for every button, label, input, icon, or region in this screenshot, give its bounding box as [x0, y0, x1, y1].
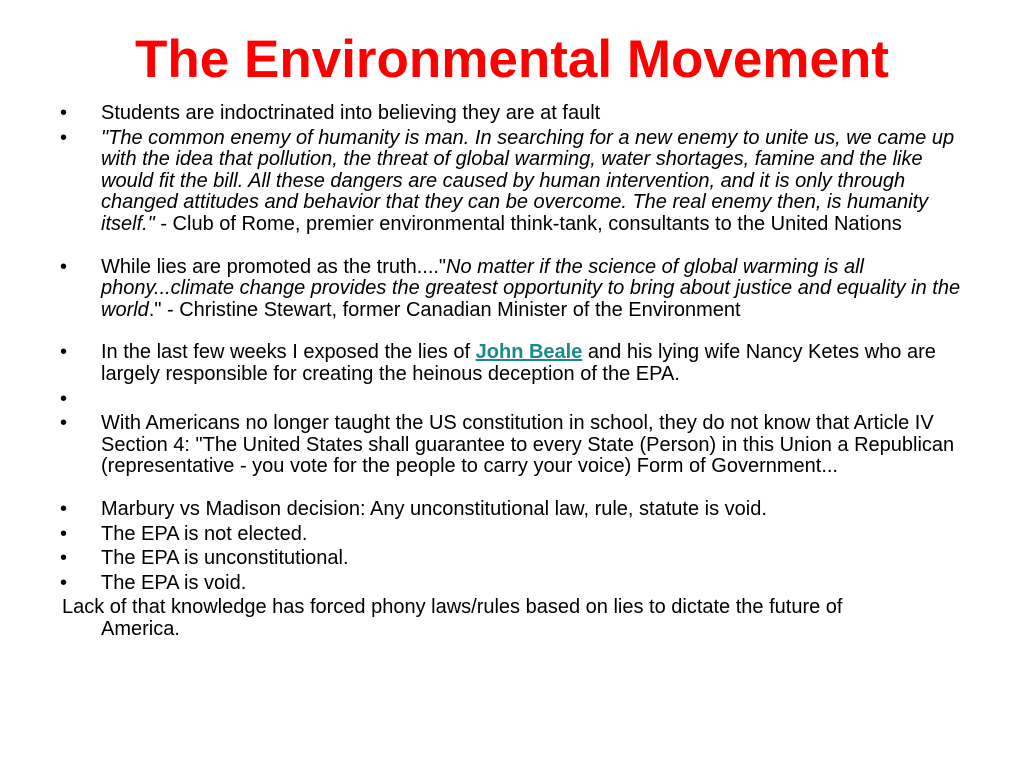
bullet-text: The EPA is unconstitutional.: [101, 547, 349, 570]
bullet-item-constitution: [0, 413, 1024, 478]
bullet-prefix: While lies are promoted as the truth....": [101, 255, 447, 278]
bullet-item-marbury: [0, 499, 1024, 521]
bullet-item-indoctrinated: [0, 103, 1024, 125]
bullet-quote: No matter if the science of global warming is all phony...climate change provides the greatest opportunity to bring about justice and equality in the world: [101, 255, 961, 321]
bullet-icon: •: [60, 547, 68, 570]
bullet-text: The EPA is void.: [101, 571, 247, 594]
bullet-icon: •: [60, 102, 68, 124]
john-beale-link[interactable]: John Beale: [475, 341, 583, 364]
bullet-icon: •: [60, 571, 68, 594]
bullet-attribution: ." - Christine Stewart, former Canadian Minister of the Environment: [148, 298, 741, 321]
bullet-item-club-of-rome: [0, 128, 1024, 236]
bullet-text: Students are indoctrinated into believing they are at fault: [101, 102, 601, 124]
bullet-prefix: In the last few weeks I exposed the lies of: [101, 341, 476, 364]
slide-title: The Environmental Movement: [135, 30, 889, 89]
bullet-icon: •: [60, 341, 68, 364]
bullet-icon: •: [60, 412, 68, 435]
slide-body: [0, 103, 1024, 640]
bullet-item-epa-unconstitutional: [0, 548, 1024, 570]
bullet-item-epa-not-elected: [0, 524, 1024, 546]
bullet-suffix: and his lying wife Nancy Ketes who are largely responsible for creating the heinous deception of the EPA.: [101, 341, 936, 385]
closing-line-1: Lack of that knowledge has forced phony laws/rules based on lies to dictate the future of: [62, 596, 843, 619]
bullet-icon: •: [60, 387, 68, 410]
bullet-item-empty: [0, 389, 1024, 411]
bullet-item-epa-void: [0, 573, 1024, 595]
bullet-icon: •: [60, 497, 68, 520]
bullet-icon: •: [60, 255, 68, 278]
bullet-text: Marbury vs Madison decision: Any unconstitutional law, rule, statute is void.: [101, 497, 767, 520]
bullet-item-john-beale: [0, 342, 1024, 385]
closing-line-2: America.: [101, 617, 180, 640]
bullet-text: The EPA is not elected.: [101, 522, 308, 545]
bullet-quote: "The common enemy of humanity is man. In searching for a new enemy to unite us, we came up with the idea that pollution, the threat of global warming, water shortages, famine and the like would fit the bill. All these dangers are caused by human intervention, and it is only through changed attitudes and behavior that they can be overcome. The real enemy then, is humanity itself.": [101, 126, 955, 235]
bullet-text: With Americans no longer taught the US constitution in school, they do not know that Article IV Section 4: "The United States shall guarantee to every State (Person) in this Union a Republican (representative - you vote for the people to carry your voice) Form of Government...: [101, 412, 955, 478]
bullet-icon: •: [60, 522, 68, 545]
bullet-icon: •: [60, 126, 68, 149]
bullet-attribution: - Club of Rome, premier environmental think-tank, consultants to the United Nations: [154, 212, 902, 235]
closing-paragraph: [0, 597, 1024, 640]
bullet-item-christine-stewart: [0, 257, 1024, 322]
